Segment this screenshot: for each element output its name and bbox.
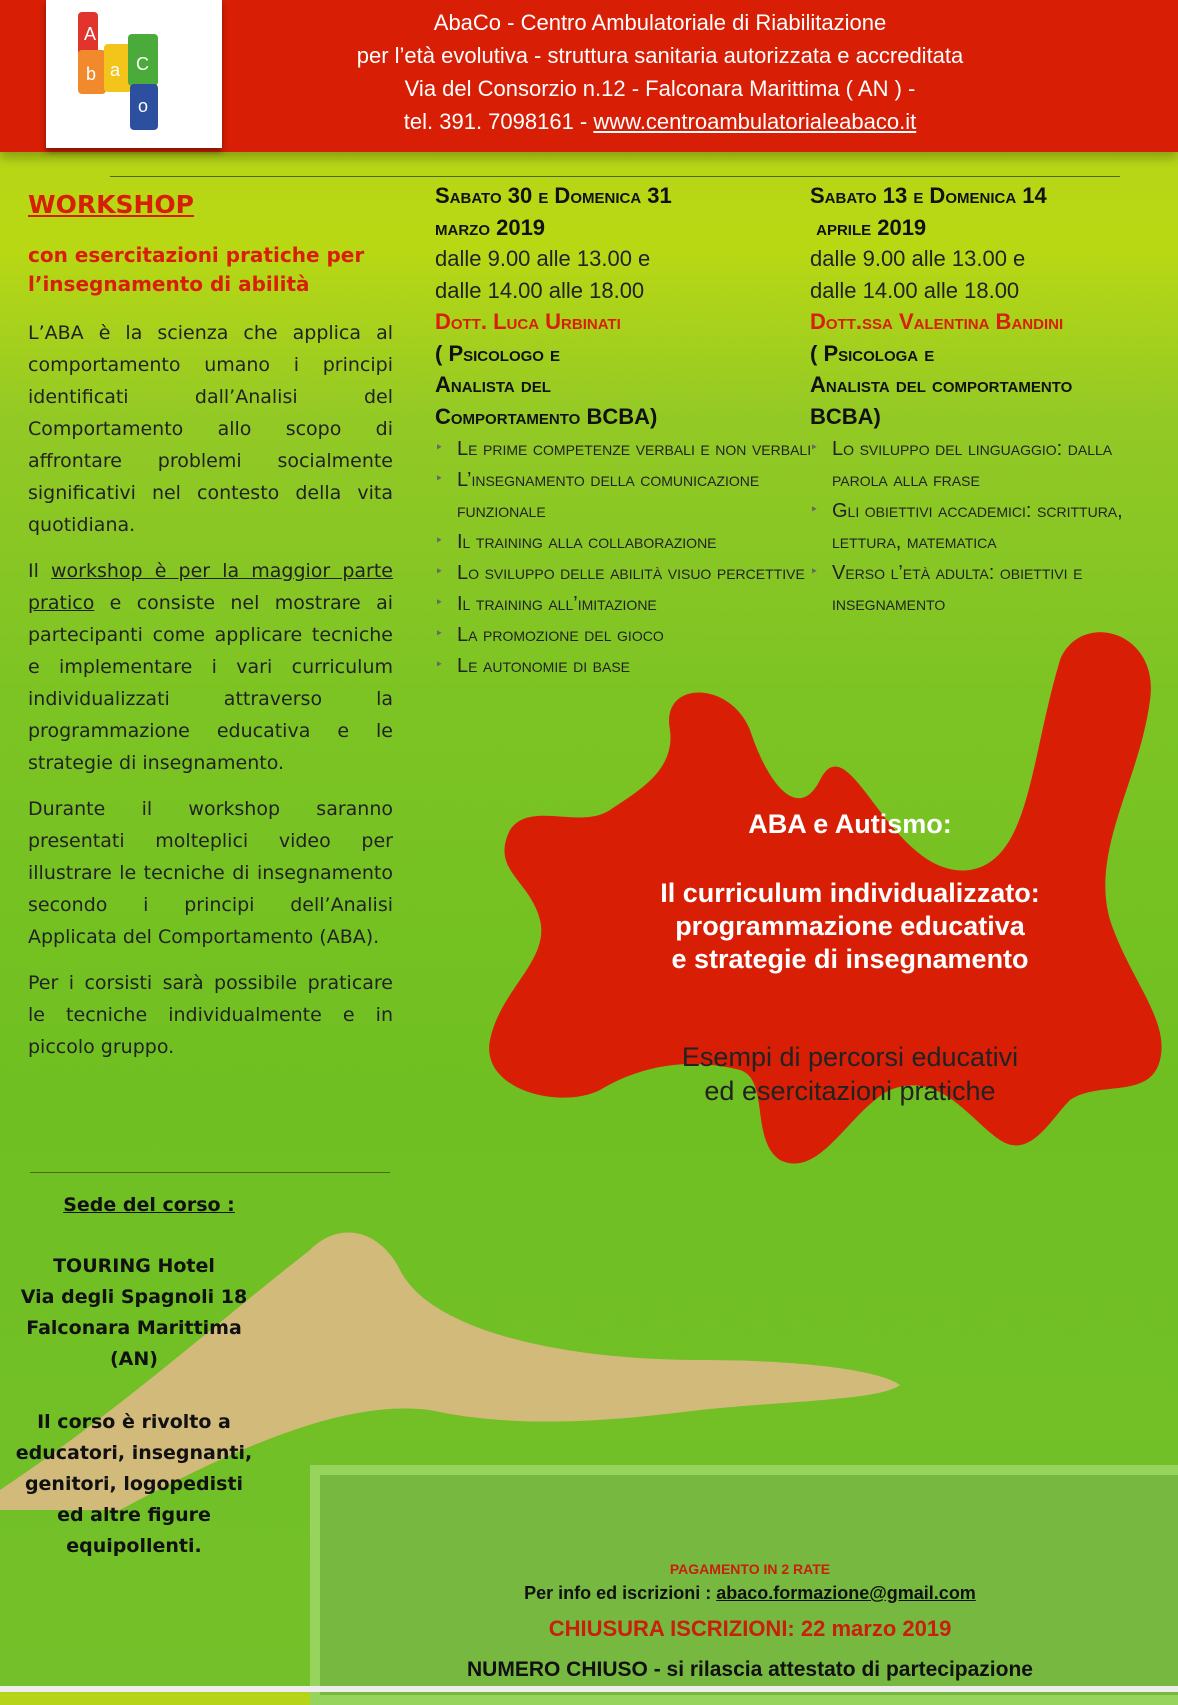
- topic-list: [810, 434, 1165, 620]
- topic-item: ‣ Lo sviluppo del linguaggio: dalla parola alla frase: [810, 434, 1165, 496]
- divider: [110, 176, 1120, 177]
- speaker-role: ( Psicologo e: [435, 340, 561, 366]
- abaco-logo: [46, 0, 222, 148]
- header-text: [330, 6, 990, 138]
- splash-subtitle: programmazione educativa: [675, 911, 1025, 941]
- topic-item: ‣ Il training all’imitazione: [435, 589, 820, 620]
- splash-example-line: Esempi di percorsi educativi: [681, 1042, 1019, 1072]
- topic-item: ‣ Il training alla collaborazione: [435, 527, 820, 558]
- target-line: genitori, logopedisti: [24, 1473, 244, 1495]
- target-line: equipollenti.: [66, 1535, 202, 1557]
- topic-item: ‣ Le prime competenze verbali e non verbali: [435, 434, 820, 465]
- payment-note: PAGAMENTO IN 2 RATE: [669, 1561, 831, 1577]
- topic-item: ‣ Gli obiettivi accademici: scrittura, lettura, matematica: [810, 496, 1165, 558]
- session-time: dalle 14.00 alle 18.00: [810, 277, 1020, 303]
- speaker-role: Analista del comportamento: [810, 372, 1073, 397]
- session-time: dalle 14.00 alle 18.00: [435, 277, 645, 303]
- header-line: AbaCo - Centro Ambulatoriale di Riabilitazione: [433, 10, 887, 35]
- speaker-role: Analista del: [435, 372, 551, 397]
- topic-item: ‣ La promozione del gioco: [435, 620, 820, 651]
- venue-line: Falconara Marittima: [26, 1317, 242, 1339]
- topic-item: ‣ Le autonomie di base: [435, 651, 820, 682]
- topic-item: ‣ Lo sviluppo delle abilità visuo percettive: [435, 558, 820, 589]
- paragraph: Il workshop è per la maggior parte pratico e consiste nel mostrare ai partecipanti come applicare tecniche e implementare i vari curriculum individualizzati attraverso la programmazione educativa e le strategie di insegnamento.: [28, 560, 393, 774]
- paragraph: Durante il workshop saranno presentati molteplici video per illustrare le tecniche di insegnamento secondo i principi dell’Analisi Applicata del Comportamento (ABA).: [28, 798, 393, 948]
- splash-title: ABA e Autismo:: [748, 809, 952, 839]
- info-label: Per info ed iscrizioni :: [524, 1583, 717, 1603]
- session-2: [810, 180, 1165, 620]
- target-line: ed altre figure: [57, 1504, 211, 1526]
- left-column: [28, 190, 393, 1077]
- splash-subtitle: Il curriculum individualizzato:: [660, 878, 1040, 908]
- workshop-subtitle: con esercitazioni pratiche per l’insegnamento di abilità: [28, 243, 365, 296]
- deadline: CHIUSURA ISCRIZIONI: 22 marzo 2019: [548, 1616, 952, 1641]
- speaker-role: BCBA): [810, 403, 881, 429]
- target-line: Il corso è rivolto a: [37, 1411, 231, 1433]
- session-time: dalle 9.00 alle 13.00 e: [435, 246, 651, 271]
- website-link[interactable]: www.centroambulatorialeabaco.it: [593, 109, 917, 134]
- svg-text:b: b: [86, 64, 97, 84]
- speaker-role: Comportamento BCBA): [435, 403, 658, 429]
- venue-line: TOURING Hotel: [53, 1255, 215, 1277]
- splash-examples: [590, 1040, 1110, 1108]
- header-line: Via del Consorzio n.12 - Falconara Marittima ( AN ) -: [404, 76, 916, 101]
- session-date: Sabato 30 e Domenica 31: [435, 183, 672, 208]
- info-box: [310, 1465, 1178, 1705]
- header-banner: [0, 0, 1178, 152]
- header-line: per l’età evolutiva - struttura sanitaria autorizzata e accreditata: [356, 43, 964, 68]
- session-date: marzo 2019: [435, 214, 546, 240]
- svg-text:o: o: [138, 96, 149, 116]
- svg-text:A: A: [84, 24, 97, 44]
- closed-number-note: NUMERO CHIUSO - si rilascia attestato di partecipazione: [467, 1658, 1033, 1681]
- underlined-text: workshop è per la maggior parte pratico: [28, 560, 393, 614]
- venue-block: [0, 1190, 268, 1562]
- splash-title-block: [590, 808, 1110, 976]
- target-line: educatori, insegnanti,: [15, 1442, 253, 1464]
- session-1: [435, 180, 820, 682]
- divider: [30, 1172, 390, 1173]
- paragraph: L’ABA è la scienza che applica al comportamento umano i principi identificati dall’Analisi del Comportamento allo scopo di affrontare problemi socialmente significativi nel contesto della vita quotidiana.: [28, 322, 393, 536]
- venue-line: Via degli Spagnoli 18: [20, 1286, 248, 1308]
- workshop-heading: WORKSHOP: [28, 190, 194, 219]
- svg-text:C: C: [136, 54, 149, 74]
- splash-subtitle: e strategie di insegnamento: [671, 944, 1029, 974]
- topic-item: ‣ Verso l’età adulta: obiettivi e insegnamento: [810, 558, 1165, 620]
- session-time: dalle 9.00 alle 13.00 e: [810, 246, 1026, 271]
- session-date: Sabato 13 e Domenica 14: [810, 183, 1047, 208]
- email-link[interactable]: abaco.formazione@gmail.com: [716, 1583, 976, 1603]
- venue-line: (AN): [110, 1348, 158, 1370]
- phone: tel. 391. 7098161 -: [403, 109, 594, 134]
- splash-example-line: ed esercitazioni pratiche: [704, 1076, 996, 1106]
- topic-item: ‣ L’insegnamento della comunicazione funzionale: [435, 465, 820, 527]
- speaker-name: Dott.ssa Valentina Bandini: [810, 309, 1064, 334]
- venue-label: Sede del corso :: [63, 1194, 235, 1216]
- paragraph: Per i corsisti sarà possibile praticare le tecniche individualmente e in piccolo gruppo.: [28, 972, 393, 1058]
- speaker-role: ( Psicologa e: [810, 340, 935, 366]
- footer-strip: [0, 1686, 1178, 1692]
- session-date: aprile 2019: [810, 214, 927, 240]
- svg-text:a: a: [110, 60, 121, 80]
- speaker-name: Dott. Luca Urbinati: [435, 309, 621, 334]
